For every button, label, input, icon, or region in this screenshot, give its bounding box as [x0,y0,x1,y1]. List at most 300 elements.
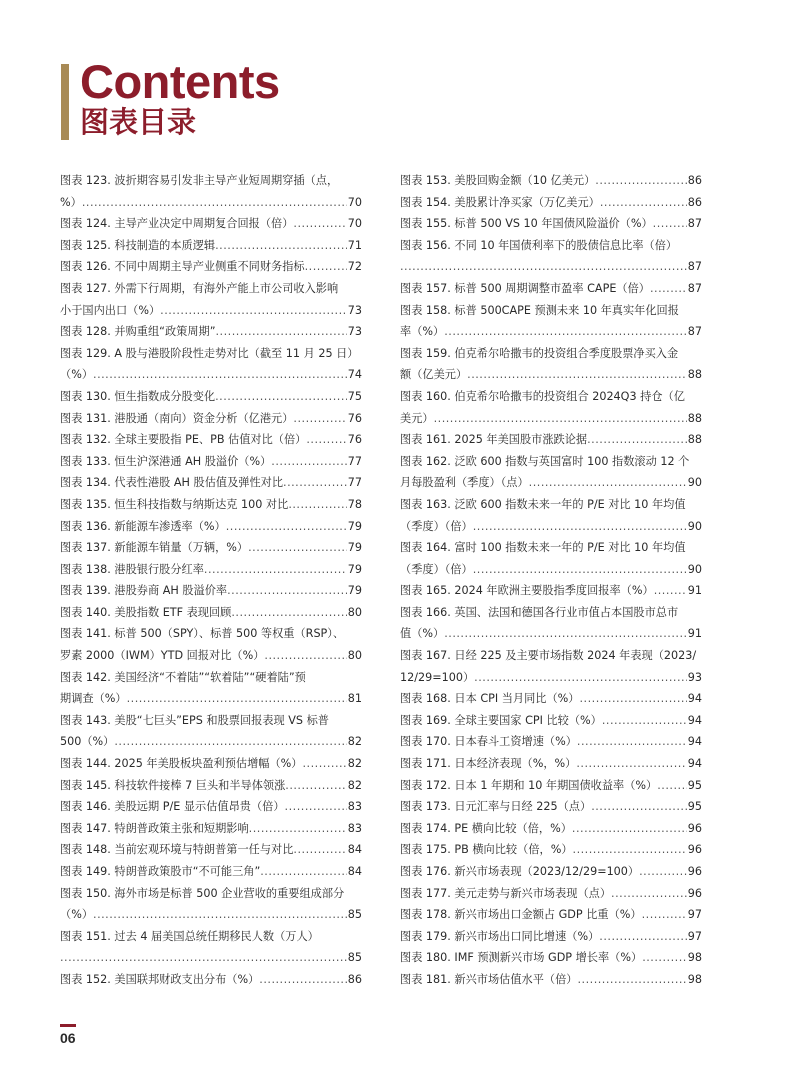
toc-entry[interactable] [60,494,362,516]
toc-entry-leader-row [400,904,702,926]
toc-entry-page: 97 [687,929,702,943]
toc-entry-title: 图表 151. 过去 4 届美国总统任期移民人数（万人） [60,929,319,943]
toc-entry-page: 84 [347,865,362,878]
toc-entry-page: 76 [347,433,362,447]
toc-entry[interactable] [60,969,362,991]
dot-leader [82,192,347,214]
toc-entry-title-tail: 图表 137. 新能源车销量（万辆，%） [60,541,249,555]
toc-entry-leader-row [400,408,702,430]
dot-leader [639,861,687,883]
toc-entry[interactable] [60,580,362,602]
dot-leader [642,904,687,926]
toc-entry-title-tail: 图表 147. 特朗普政策主张和短期影响 [60,821,249,835]
toc-entry[interactable] [400,883,702,905]
toc-entry[interactable] [60,926,362,969]
toc-entry-page: 96 [687,821,702,835]
dot-leader [227,580,347,602]
toc-entry[interactable] [60,256,362,278]
toc-entry-title: 图表 158. 标普 500CAPE 预测未来 10 年真实年化回报 [400,303,679,317]
toc-entry-title-tail: 图表 144. 2025 年美股板块盈利预估增幅（%） [60,757,303,771]
toc-entry[interactable] [60,883,362,926]
toc-entry-title-tail: 图表 157. 标普 500 周期调整市盈率 CAPE（倍） [400,281,650,295]
toc-entry-title-tail: 小于国内出口（%） [60,303,161,317]
toc-entry-leader-row [400,321,702,343]
toc-entry-title-tail: 图表 176. 新兴市场表现（2023/12/29=100） [400,865,640,878]
toc-entry-title-tail: 图表 177. 美元走势与新兴市场表现（点） [400,886,612,900]
toc-entry[interactable] [400,580,702,602]
toc-entry-page: 87 [687,217,702,231]
toc-entry-title-tail: 图表 149. 特朗普政策股市“不可能三角” [60,865,261,878]
toc-entry[interactable] [60,321,362,343]
toc-entry[interactable] [400,926,702,948]
toc-entry-title-tail: 图表 174. PE 横向比较（倍，%） [400,821,572,835]
toc-entry-title: 图表 164. 富时 100 指数未来一年的 P/E 对比 10 年均值 [400,541,686,555]
toc-entry-page: 91 [687,584,702,598]
toc-entry-leader-row [400,753,702,775]
dot-leader [576,753,686,775]
toc-entry-leader-row [400,731,702,753]
dot-leader [127,688,347,710]
dot-leader [611,883,687,905]
toc-entry-title-tail: 图表 170. 日本春斗工资增速（%） [400,735,577,749]
toc-entry-title: 图表 162. 泛欧 600 指数与英国富时 100 指数滚动 12 个 [400,454,690,468]
toc-entry-title-tail: （季度）（倍） [400,519,473,533]
dot-leader [114,731,346,753]
toc-entry-title-tail: 图表 179. 新兴市场出口同比增速（%） [400,929,600,943]
toc-entry-title-tail: 额（亿美元） [400,368,468,382]
toc-entry[interactable] [60,429,362,451]
toc-entry-title-tail: 图表 124. 主导产业决定中周期复合回报（倍） [60,217,294,231]
toc-entry-leader-row [60,861,362,883]
toc-entry-page: 87 [687,281,702,295]
toc-entry-title-tail: 图表 172. 日本 1 年期和 10 年期国债收益率（%） [400,778,658,792]
toc-entry-title-tail: 月每股盈利（季度）（点） [400,476,529,490]
toc-entry-title-tail: 图表 136. 新能源车渗透率（%） [60,519,226,533]
toc-entry-title-tail: 图表 128. 并购重组“政策周期” [60,325,216,339]
toc-entry-leader-row [400,969,702,991]
toc-entry[interactable] [60,602,362,624]
toc-entry[interactable] [60,796,362,818]
toc-entry-leader-row [60,753,362,775]
toc-entry-title-tail: 图表 125. 科技制造的本质逻辑 [60,238,216,252]
toc-entry-leader-row [60,580,362,602]
toc-right-column [400,170,702,991]
dot-leader [248,537,347,559]
dot-leader [657,775,687,797]
toc-entry[interactable] [400,386,702,429]
dot-leader [305,256,347,278]
dot-leader [591,796,687,818]
toc-entry[interactable] [60,451,362,473]
toc-entry-leader-row [60,321,362,343]
toc-entry-page: 83 [347,800,362,814]
toc-entry-title-tail: （%） [60,908,94,922]
toc-entry-leader-row [400,429,702,451]
toc-entry[interactable] [60,839,362,861]
toc-entry-page: 96 [687,886,702,900]
toc-entry-title-tail: 图表 133. 恒生沪深港通 AH 股溢价（%） [60,454,272,468]
toc-entry-title-tail: 图表 165. 2024 年欧洲主要股指季度回报率（%） [400,584,654,598]
toc-entry-leader-row [400,278,702,300]
toc-entry-leader-row [60,494,362,516]
toc-entry-page: 77 [347,476,362,490]
toc-entry[interactable] [400,839,702,861]
toc-entry-page: 95 [687,800,702,814]
toc-entry[interactable] [400,170,702,192]
toc-entry-title-tail: 图表 180. IMF 预测新兴市场 GDP 增长率（%） [400,951,643,965]
dot-leader [216,321,347,343]
toc-entry[interactable] [60,235,362,257]
dot-leader [474,667,687,689]
toc-entry-page: 96 [687,865,702,878]
toc-entry-title: 图表 143. 美股“七巨头”EPS 和股票回报表现 VS 标普 [60,713,329,727]
toc-entry-page: 73 [347,303,362,317]
toc-entry-leader-row [60,256,362,278]
toc-entry-leader-row [60,192,362,214]
dot-leader [573,839,687,861]
toc-entry-leader-row [60,645,362,667]
toc-entry[interactable] [60,861,362,883]
toc-entry[interactable] [60,818,362,840]
toc-entry-page: 74 [347,368,362,382]
toc-entry-page: 70 [347,217,362,231]
dot-leader [271,451,346,473]
dot-leader [642,947,687,969]
toc-entry-leader-row [60,213,362,235]
toc-entry-leader-row [400,947,702,969]
toc-entry[interactable] [60,775,362,797]
toc-entry-leader-row [400,192,702,214]
toc-entry-page: 88 [687,368,702,382]
dot-leader [93,364,347,386]
toc-entry-page: 73 [347,325,362,339]
toc-entry-page: 93 [687,670,702,684]
toc-entry-title-tail: 图表 168. 日本 CPI 当月同比（%） [400,692,580,706]
toc-entry-page: 91 [687,627,702,641]
dot-leader [602,710,687,732]
dot-leader [60,947,347,969]
toc-entry-title-tail: 图表 134. 代表性港股 AH 股估值及弹性对比 [60,476,284,490]
toc-entry-page: 90 [687,562,702,576]
toc-entry-page: 97 [687,908,702,922]
toc-entry-page: 75 [347,389,362,403]
toc-entry-title-tail: 图表 161. 2025 年美国股市涨跌论据 [400,433,588,447]
dot-leader [580,688,687,710]
toc-entry-title-tail: 图表 138. 港股银行股分红率 [60,562,204,576]
toc-entry-title-tail: 12/29=100） [400,670,475,684]
dot-leader [306,429,346,451]
toc-entry[interactable] [60,213,362,235]
toc-entry-page: 98 [687,972,702,986]
dot-leader [283,472,347,494]
toc-entry[interactable] [400,904,702,926]
toc-entry-leader-row [400,667,702,689]
toc-entry-leader-row [400,559,702,581]
toc-entry-page: 94 [687,735,702,749]
dot-leader [215,386,347,408]
toc-entry[interactable] [60,537,362,559]
toc-entry-title: 图表 159. 伯克希尔哈撒韦的投资组合季度股票净买入金 [400,346,679,360]
toc-entry[interactable] [400,688,702,710]
toc-entry[interactable] [400,429,702,451]
dot-leader [600,192,687,214]
toc-entry-page: 77 [347,454,362,468]
toc-entry-title: 图表 160. 伯克希尔哈撒韦的投资组合 2024Q3 持仓（亿 [400,389,685,403]
toc-entry-page: 88 [687,411,702,425]
toc-entry-leader-row [60,796,362,818]
toc-entry-page: 78 [347,497,362,511]
toc-entry-title: 图表 127. 外需下行周期，有海外产能上市公司收入影响 [60,281,339,295]
toc-entry-title-tail: 图表 140. 美股指数 ETF 表现回顾 [60,605,232,619]
toc-entry-leader-row [400,623,702,645]
toc-entry-title-tail: %） [60,195,82,209]
dot-leader [650,278,687,300]
dot-leader [264,645,346,667]
toc-entry[interactable] [400,343,702,386]
toc-entry-leader-row [400,580,702,602]
toc-entry-title-tail: （%） [60,368,94,382]
dot-leader [249,818,347,840]
toc-entry[interactable] [60,710,362,753]
toc-entry-page: 79 [347,584,362,598]
toc-entry-page: 88 [687,433,702,447]
toc-entry-leader-row [400,516,702,538]
toc-entry[interactable] [60,559,362,581]
toc-entry-leader-row [400,839,702,861]
toc-entry-leader-row [60,386,362,408]
toc-entry-page: 94 [687,692,702,706]
dot-leader [303,753,347,775]
toc-entry-title-tail: 期调查（%） [60,692,127,706]
toc-entry-page: 87 [687,325,702,339]
dot-leader [599,926,686,948]
toc-entry-leader-row [60,516,362,538]
toc-entry-page: 90 [687,519,702,533]
title-accent-bar [61,64,69,140]
toc-entry-title-tail: 图表 152. 美国联邦财政支出分布（%） [60,972,260,986]
toc-entry-title: 图表 123. 波折期容易引发非主导产业短周期穿插（点， [60,174,339,187]
toc-entry-leader-row [60,969,362,991]
toc-entry-page: 84 [347,843,362,857]
toc-entry-title-tail: 图表 175. PB 横向比较（倍，%） [400,843,573,857]
toc-entry-title-tail: 图表 181. 新兴市场估值水平（倍） [400,972,578,986]
toc-entry-page: 87 [687,260,702,274]
dot-leader [288,494,346,516]
toc-entry-leader-row [400,883,702,905]
toc-entry-leader-row [60,904,362,926]
toc-entry-title-tail: （季度）（倍） [400,562,473,576]
dot-leader [215,235,347,257]
dot-leader [577,969,686,991]
dot-leader [260,861,347,883]
toc-entry-title-tail: 图表 145. 科技软件接棒 7 巨头和半导体领涨 [60,778,286,792]
toc-entry-leader-row [60,775,362,797]
dot-leader [204,559,347,581]
page-title-english: Contents [80,55,280,108]
dot-leader [434,408,687,430]
toc-entry[interactable] [400,451,702,494]
toc-entry-page: 82 [347,778,362,792]
page-number: 06 [60,1030,76,1046]
toc-entry-leader-row [400,710,702,732]
toc-entry-leader-row [400,472,702,494]
toc-entry-leader-row [400,170,702,192]
toc-entry[interactable] [400,278,702,300]
toc-entry-page: 86 [687,174,702,187]
toc-entry[interactable] [60,623,362,666]
toc-left-column [60,170,362,991]
dot-leader [587,429,687,451]
toc-entry[interactable] [60,386,362,408]
dot-leader [467,364,687,386]
footer-accent-line [60,1024,76,1027]
toc-entry[interactable] [60,278,362,321]
toc-entry-leader-row [60,408,362,430]
toc-entry-leader-row [60,300,362,322]
toc-entry-title: 图表 141. 标普 500（SPY）、标普 500 等权重（RSP）、 [60,627,345,641]
toc-entry-leader-row [400,796,702,818]
dot-leader [444,623,687,645]
toc-entry-title-tail: 美元） [400,411,434,425]
toc-entry-page: 85 [347,951,362,965]
toc-entry-leader-row [400,818,702,840]
dot-leader [293,408,346,430]
dot-leader [293,839,346,861]
toc-entry[interactable] [400,731,702,753]
toc-entry-title: 图表 156. 不同 10 年国债利率下的股债信息比率（倍） [400,238,678,252]
toc-entry-leader-row [400,926,702,948]
toc-entry-leader-row [400,688,702,710]
toc-entry[interactable] [60,170,362,213]
toc-entry-title-tail: 图表 178. 新兴市场出口金额占 GDP 比重（%） [400,908,642,922]
dot-leader [285,775,346,797]
toc-entry-leader-row [60,688,362,710]
toc-entry-page: 86 [347,972,362,986]
toc-entry-page: 79 [347,541,362,555]
toc-entry-title-tail: 图表 126. 不同中周期主导产业侧重不同财务指标 [60,260,305,274]
toc-entry-title: 图表 129. A 股与港股阶段性走势对比（截至 11 月 25 日） [60,346,359,360]
dot-leader [653,213,687,235]
toc-entry-leader-row [60,364,362,386]
toc-entry-leader-row [400,256,702,278]
toc-entry[interactable] [400,645,702,688]
toc-entry[interactable] [400,710,702,732]
dot-leader [285,796,347,818]
toc-entry[interactable] [400,775,702,797]
toc-entry-title-tail: 图表 173. 日元汇率与日经 225（点） [400,800,592,814]
toc-entry-title: 图表 142. 美国经济“不着陆”“软着陆”“硬着陆”预 [60,670,306,684]
toc-entry-title-tail: 图表 139. 港股券商 AH 股溢价率 [60,584,228,598]
toc-entry[interactable] [400,969,702,991]
toc-entry-title: 图表 163. 泛欧 600 指数未来一年的 P/E 对比 10 年均值 [400,497,686,511]
toc-entry-leader-row [60,559,362,581]
toc-entry-page: 70 [347,195,362,209]
toc-entry-title-tail: 图表 169. 全球主要国家 CPI 比较（%） [400,713,602,727]
toc-entry-leader-row [400,861,702,883]
toc-entry-page: 83 [347,821,362,835]
toc-entry-page: 98 [687,951,702,965]
toc-entry-page: 81 [347,692,362,706]
toc-entry-page: 82 [347,757,362,771]
toc-entry-title: 图表 166. 英国、法国和德国各行业市值占本国股市总市 [400,605,679,619]
toc-entry-page: 71 [347,238,362,252]
toc-entry[interactable] [60,472,362,494]
dot-leader [293,213,346,235]
toc-entry[interactable] [400,602,702,645]
toc-entry-leader-row [400,364,702,386]
dot-leader [160,300,347,322]
dot-leader [577,731,687,753]
toc-entry-page: 80 [347,605,362,619]
dot-leader [93,904,347,926]
toc-entry-title-tail: 图表 131. 港股通（南向）资金分析（亿港元） [60,411,294,425]
dot-leader [400,256,687,278]
toc-entry-title-tail: 500（%） [60,735,115,749]
toc-entry-title-tail: 图表 130. 恒生指数成分股变化 [60,389,216,403]
toc-entry-page: 72 [347,260,362,274]
toc-entry[interactable] [400,494,702,537]
dot-leader [529,472,687,494]
toc-entry-page: 94 [687,713,702,727]
toc-entry[interactable] [400,192,702,214]
toc-entry[interactable] [400,537,702,580]
toc-entry[interactable] [60,753,362,775]
toc-entry-page: 79 [347,562,362,576]
toc-entry-page: 79 [347,519,362,533]
toc-entry-title-tail: 图表 155. 标普 500 VS 10 年国债风险溢价（%） [400,217,653,231]
toc-entry-leader-row [60,235,362,257]
dot-leader [654,580,687,602]
toc-entry-title-tail: 图表 135. 恒生科技指数与纳斯达克 100 对比 [60,497,289,511]
toc-entry-leader-row [60,947,362,969]
toc-entry[interactable] [400,818,702,840]
toc-entry-page: 90 [687,476,702,490]
toc-entry-title-tail: 图表 154. 美股累计净买家（万亿美元） [400,195,600,209]
toc-entry[interactable] [400,947,702,969]
dot-leader [231,602,346,624]
toc-entry[interactable] [400,861,702,883]
dot-leader [595,170,686,192]
toc-entry-title-tail: 图表 132. 全球主要股指 PE、PB 估值对比（倍） [60,433,307,447]
toc-entry[interactable] [60,516,362,538]
dot-leader [226,516,347,538]
toc-entry[interactable] [60,343,362,386]
toc-entry[interactable] [400,796,702,818]
dot-leader [572,818,687,840]
toc-entry-page: 86 [687,195,702,209]
toc-entry-page: 94 [687,757,702,771]
toc-entry-leader-row [60,537,362,559]
toc-entry-page: 96 [687,843,702,857]
toc-entry[interactable] [60,667,362,710]
toc-entry-title-tail: 图表 153. 美股回购金额（10 亿美元） [400,174,596,187]
dot-leader [473,516,687,538]
toc-entry-page: 80 [347,649,362,663]
toc-entry[interactable] [400,300,702,343]
dot-leader [444,321,687,343]
toc-entry-title-tail: 值（%） [400,627,445,641]
toc-entry[interactable] [400,213,702,235]
toc-entry[interactable] [400,753,702,775]
toc-entry[interactable] [60,408,362,430]
toc-entry-title-tail: 图表 148. 当前宏观环境与特朗普第一任与对比 [60,843,294,857]
toc-entry-page: 85 [347,908,362,922]
toc-entry[interactable] [400,235,702,278]
toc-entry-title-tail: 罗素 2000（IWM）YTD 回报对比（%） [60,649,265,663]
toc-entry-leader-row [60,602,362,624]
toc-entry-leader-row [60,472,362,494]
dot-leader [473,559,687,581]
